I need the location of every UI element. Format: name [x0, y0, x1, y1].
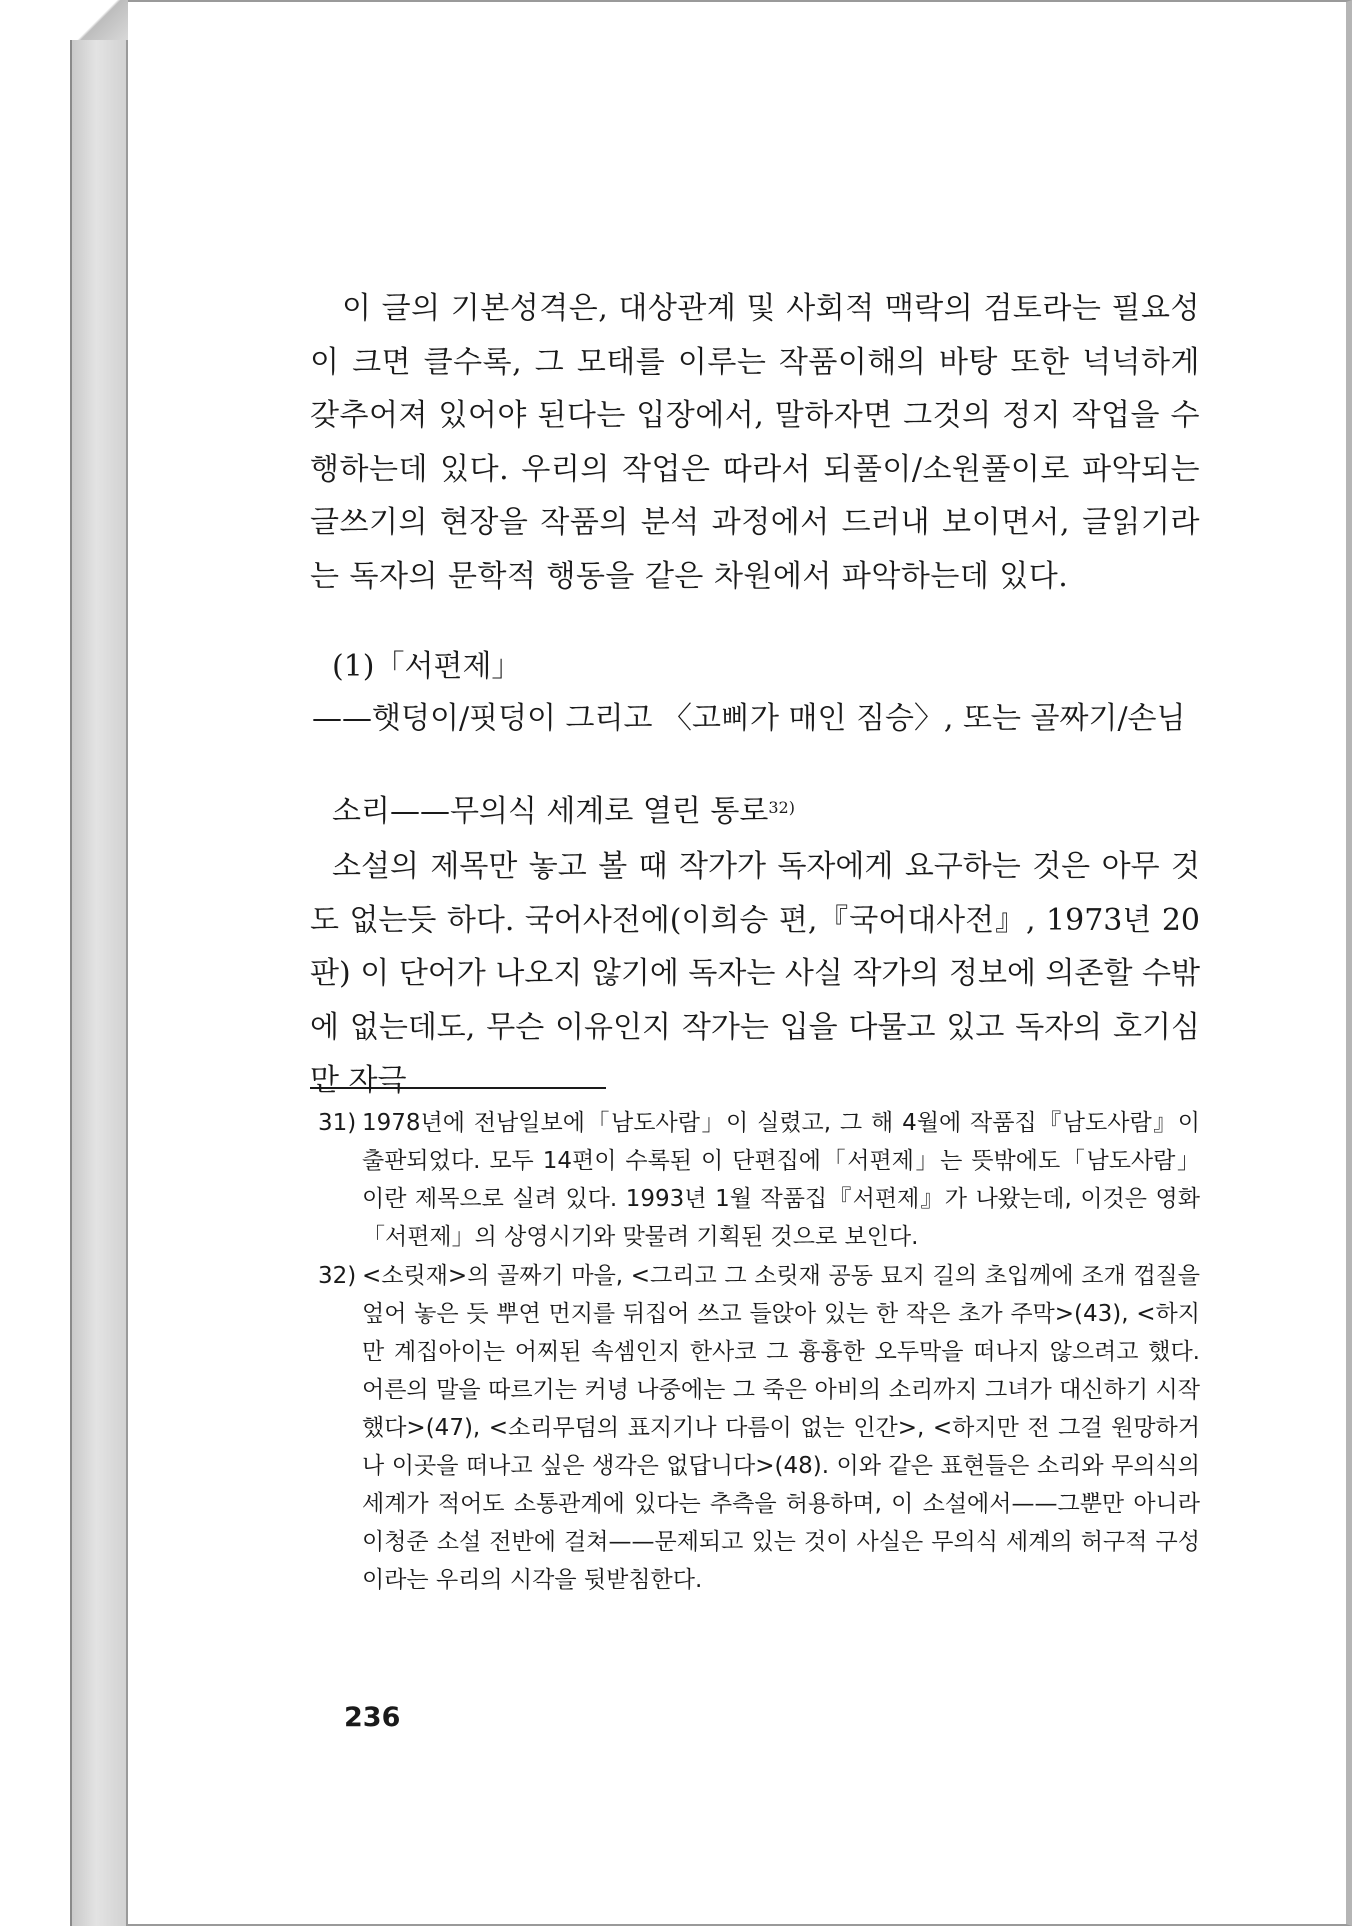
section-subtitle: ——햇덩이/핏덩이 그리고 〈고삐가 매인 짐승〉, 또는 골짜기/손님 [312, 701, 1186, 736]
paragraph: 소설의 제목만 놓고 볼 때 작가가 독자에게 요구하는 것은 아무 것도 없는듯 하다. 국어사전에(이희승 편,『국어대사전』, 1973년 20판) 이 단어가 나오지 않기에 독자는 사실 작가의 정보에 의존할 수밖에 없는데도, 무슨 이유인지 작가는 입을 다물고 있고 독자의 호기심만 자극 [310, 849, 1200, 1098]
page-number: 236 [344, 1702, 401, 1733]
section-title: (1)「서편제」 [332, 649, 522, 684]
paragraph: 이 글의 기본성격은, 대상관계 및 사회적 맥락의 검토라는 필요성이 크면 클수록, 그 모태를 이루는 작품이해의 바탕 또한 넉넉하게 갖추어져 있어야 된다는 입장에서, 말하자면 그것의 정지 작업을 수행하는데 있다. 우리의 작업은 따라서 되풀이/소원풀이로 파악되는 글쓰기의 현장을 작품의 분석 과정에서 드러내 보이면서, 글읽기라는 독자의 문학적 행동을 같은 차원에서 파악하는데 있다. [310, 291, 1200, 594]
footnote-32 [318, 1257, 1200, 1599]
section-subtitle-continued-text: 소리——무의식 세계로 열린 통로 [332, 794, 769, 829]
footnotes [318, 1104, 1200, 1600]
footnote-31 [318, 1104, 1200, 1256]
footnote-ref-32: 32) [768, 798, 795, 817]
footnote-divider [310, 1087, 606, 1089]
footnote-number: 31) [318, 1110, 357, 1136]
footnote-text: <소릿재>의 골짜기 마을, <그리고 그 소릿재 공동 묘지 길의 초입께에 조개 껍질을 엎어 놓은 듯 뿌연 먼지를 뒤집어 쓰고 들앉아 있는 한 작은 초가 주막>(43), <하지만 계집아이는 어찌된 속셈인지 한사코 그 흉흉한 오두막을 떠나지 않으려고 했다. 어른의 말을 따르기는 커녕 나중에는 그 죽은 아비의 소리까지 그녀가 대신하기 시작했다>(47), <소리무덤의 표지기나 다름이 없는 인간>, <하지만 전 그걸 원망하거나 이곳을 떠나고 싶은 생각은 없답니다>(48). 이와 같은 표현들은 소리와 무의식의 세계가 적어도 소통관계에 있다는 추측을 허용하며, 이 소설에서——그뿐만 아니라 이청준 소설 전반에 걸쳐——문제되고 있는 것이 사실은 무의식 세계의 허구적 구성이라는 우리의 시각을 뒷받침한다. [362, 1263, 1200, 1593]
main-paragraph-block [310, 282, 1200, 603]
book-spine-corner [70, 0, 128, 40]
footnote-number: 32) [318, 1263, 357, 1289]
section-subtitle-continued [332, 785, 795, 839]
book-spine [70, 0, 128, 1926]
section-body [310, 840, 1200, 1108]
footnote-text: 1978년에 전남일보에「남도사람」이 실렸고, 그 해 4월에 작품집『남도사람』이 출판되었다. 모두 14편이 수록된 이 단편집에「서편제」는 뜻밖에도「남도사람」이란 제목으로 실려 있다. 1993년 1월 작품집『서편제』가 나왔는데, 이것은 영화「서편제」의 상영시기와 맞물려 기획된 것으로 보인다. [362, 1110, 1200, 1250]
